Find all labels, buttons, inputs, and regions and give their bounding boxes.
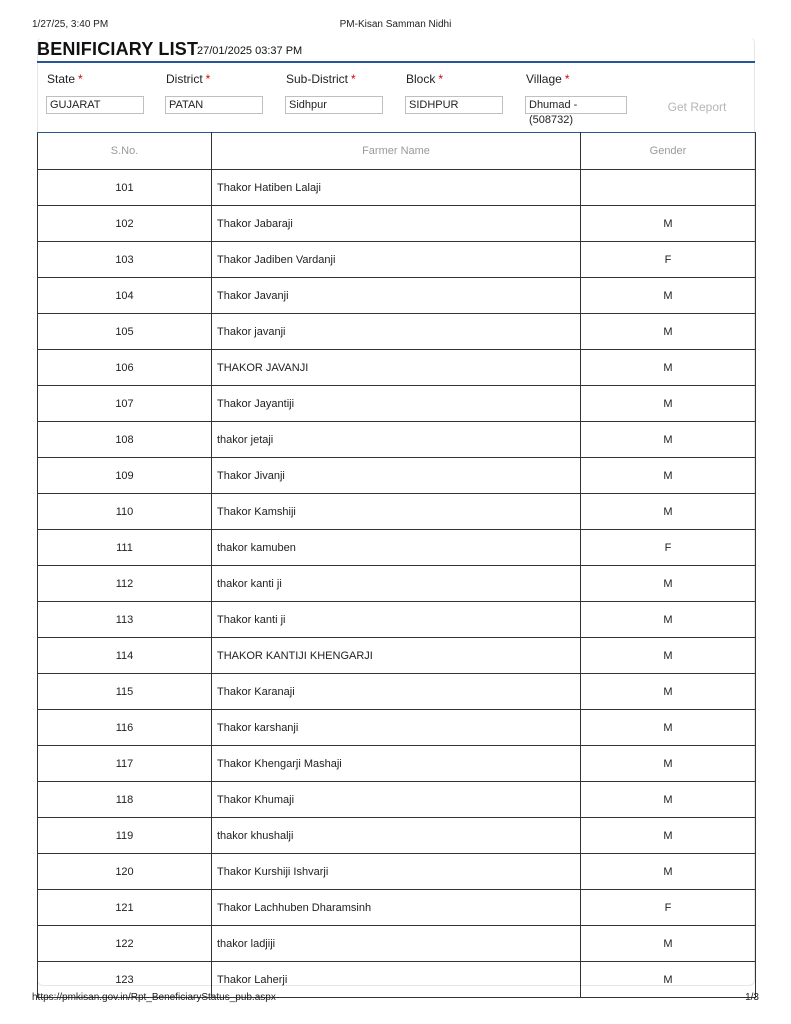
cell-sno: 122 <box>38 926 212 962</box>
cell-gender: M <box>581 818 756 854</box>
cell-sno: 120 <box>38 854 212 890</box>
cell-gender: M <box>581 746 756 782</box>
table-row <box>38 242 756 278</box>
cell-sno: 110 <box>38 494 212 530</box>
table-row <box>38 710 756 746</box>
column-header-gender: Gender <box>581 133 756 170</box>
cell-farmer-name: Thakor Javanji <box>212 278 581 314</box>
table-row <box>38 386 756 422</box>
cell-gender: M <box>581 278 756 314</box>
cell-farmer-name: Thakor Jayantiji <box>212 386 581 422</box>
cell-sno: 105 <box>38 314 212 350</box>
cell-sno: 116 <box>38 710 212 746</box>
cell-gender: M <box>581 494 756 530</box>
required-mark: * <box>351 72 356 86</box>
cell-sno: 113 <box>38 602 212 638</box>
cell-farmer-name: Thakor Khengarji Mashaji <box>212 746 581 782</box>
cell-gender: M <box>581 710 756 746</box>
cell-farmer-name: Thakor javanji <box>212 314 581 350</box>
cell-sno: 101 <box>38 170 212 206</box>
district-select[interactable]: PATAN <box>165 96 263 114</box>
cell-sno: 103 <box>38 242 212 278</box>
cell-gender: M <box>581 638 756 674</box>
cell-farmer-name: Thakor Khumaji <box>212 782 581 818</box>
state-label: State * <box>47 72 83 86</box>
print-page-title: PM-Kisan Samman Nidhi <box>339 19 452 30</box>
cell-sno: 123 <box>38 962 212 998</box>
subdistrict-select[interactable]: Sidhpur <box>285 96 383 114</box>
table-row <box>38 638 756 674</box>
cell-sno: 107 <box>38 386 212 422</box>
cell-gender: M <box>581 782 756 818</box>
table-header-row <box>38 133 756 170</box>
cell-farmer-name: Thakor Jivanji <box>212 458 581 494</box>
cell-sno: 106 <box>38 350 212 386</box>
cell-gender: F <box>581 242 756 278</box>
cell-gender: M <box>581 602 756 638</box>
table-row <box>38 422 756 458</box>
subdistrict-label: Sub-District * <box>286 72 356 86</box>
cell-gender: M <box>581 422 756 458</box>
cell-sno: 118 <box>38 782 212 818</box>
table-row <box>38 818 756 854</box>
table-row <box>38 278 756 314</box>
cell-farmer-name: Thakor Kurshiji Ishvarji <box>212 854 581 890</box>
cell-gender: M <box>581 458 756 494</box>
cell-farmer-name: Thakor kanti ji <box>212 602 581 638</box>
cell-farmer-name: THAKOR KANTIJI KHENGARJI <box>212 638 581 674</box>
table-row <box>38 350 756 386</box>
table-row <box>38 206 756 242</box>
cell-gender: M <box>581 206 756 242</box>
page-number: 1/3 <box>745 992 759 1003</box>
required-mark: * <box>438 72 444 86</box>
village-label: Village * <box>526 72 570 86</box>
cell-sno: 104 <box>38 278 212 314</box>
table-body <box>38 170 756 998</box>
table-row <box>38 314 756 350</box>
cell-farmer-name: Thakor Karanaji <box>212 674 581 710</box>
cell-gender: M <box>581 566 756 602</box>
cell-farmer-name: Thakor Jabaraji <box>212 206 581 242</box>
table-row <box>38 458 756 494</box>
cell-gender: M <box>581 350 756 386</box>
title-bar <box>37 37 755 63</box>
table-row <box>38 782 756 818</box>
cell-farmer-name: thakor ladjiji <box>212 926 581 962</box>
cell-gender: M <box>581 314 756 350</box>
table-row <box>38 926 756 962</box>
cell-gender: F <box>581 890 756 926</box>
cell-gender: M <box>581 674 756 710</box>
required-mark: * <box>564 72 570 86</box>
required-mark: * <box>205 72 211 86</box>
column-header-sno: S.No. <box>38 133 212 170</box>
cell-farmer-name: thakor khushalji <box>212 818 581 854</box>
column-header-farmer-name: Farmer Name <box>212 133 581 170</box>
cell-sno: 111 <box>38 530 212 566</box>
beneficiary-table <box>37 132 756 998</box>
cell-farmer-name: thakor kamuben <box>212 530 581 566</box>
village-select[interactable]: Dhumad - (508732) <box>525 96 627 114</box>
cell-sno: 115 <box>38 674 212 710</box>
report-date: 27/01/2025 03:37 PM <box>197 45 303 57</box>
cell-sno: 121 <box>38 890 212 926</box>
state-select[interactable]: GUJARAT <box>46 96 144 114</box>
cell-farmer-name: Thakor Kamshiji <box>212 494 581 530</box>
cell-gender: M <box>581 854 756 890</box>
cell-farmer-name: thakor kanti ji <box>212 566 581 602</box>
table-row <box>38 170 756 206</box>
district-label: District * <box>166 72 211 86</box>
table-row <box>38 602 756 638</box>
cell-gender: M <box>581 386 756 422</box>
report-title: BENIFICIARY LIST <box>37 39 199 59</box>
cell-sno: 119 <box>38 818 212 854</box>
cell-sno: 108 <box>38 422 212 458</box>
table-row <box>38 854 756 890</box>
cell-farmer-name: Thakor Hatiben Lalaji <box>212 170 581 206</box>
cell-sno: 117 <box>38 746 212 782</box>
cell-farmer-name: Thakor Jadiben Vardanji <box>212 242 581 278</box>
required-mark: * <box>78 72 83 86</box>
cell-gender <box>581 170 756 206</box>
cell-farmer-name: Thakor karshanji <box>212 710 581 746</box>
block-select[interactable]: SIDHPUR <box>405 96 503 114</box>
cell-gender: F <box>581 530 756 566</box>
print-footer <box>32 992 759 1006</box>
cell-sno: 102 <box>38 206 212 242</box>
block-label: Block * <box>406 72 444 86</box>
table-row <box>38 494 756 530</box>
print-header <box>32 19 759 33</box>
print-url: https://pmkisan.gov.in/Rpt_BeneficiaryStatus_pub.aspx <box>32 992 276 1003</box>
cell-gender: M <box>581 962 756 998</box>
cell-sno: 114 <box>38 638 212 674</box>
get-report-button[interactable]: Get Report <box>667 100 727 114</box>
cell-farmer-name: thakor jetaji <box>212 422 581 458</box>
table-row <box>38 674 756 710</box>
table-row <box>38 746 756 782</box>
cell-sno: 109 <box>38 458 212 494</box>
table-row <box>38 566 756 602</box>
table-row <box>38 530 756 566</box>
cell-farmer-name: Thakor Laherji <box>212 962 581 998</box>
print-datetime: 1/27/25, 3:40 PM <box>32 19 109 30</box>
cell-farmer-name: Thakor Lachhuben Dharamsinh <box>212 890 581 926</box>
cell-gender: M <box>581 926 756 962</box>
cell-farmer-name: THAKOR JAVANJI <box>212 350 581 386</box>
report-panel <box>37 37 755 987</box>
cell-sno: 112 <box>38 566 212 602</box>
table-row <box>38 890 756 926</box>
